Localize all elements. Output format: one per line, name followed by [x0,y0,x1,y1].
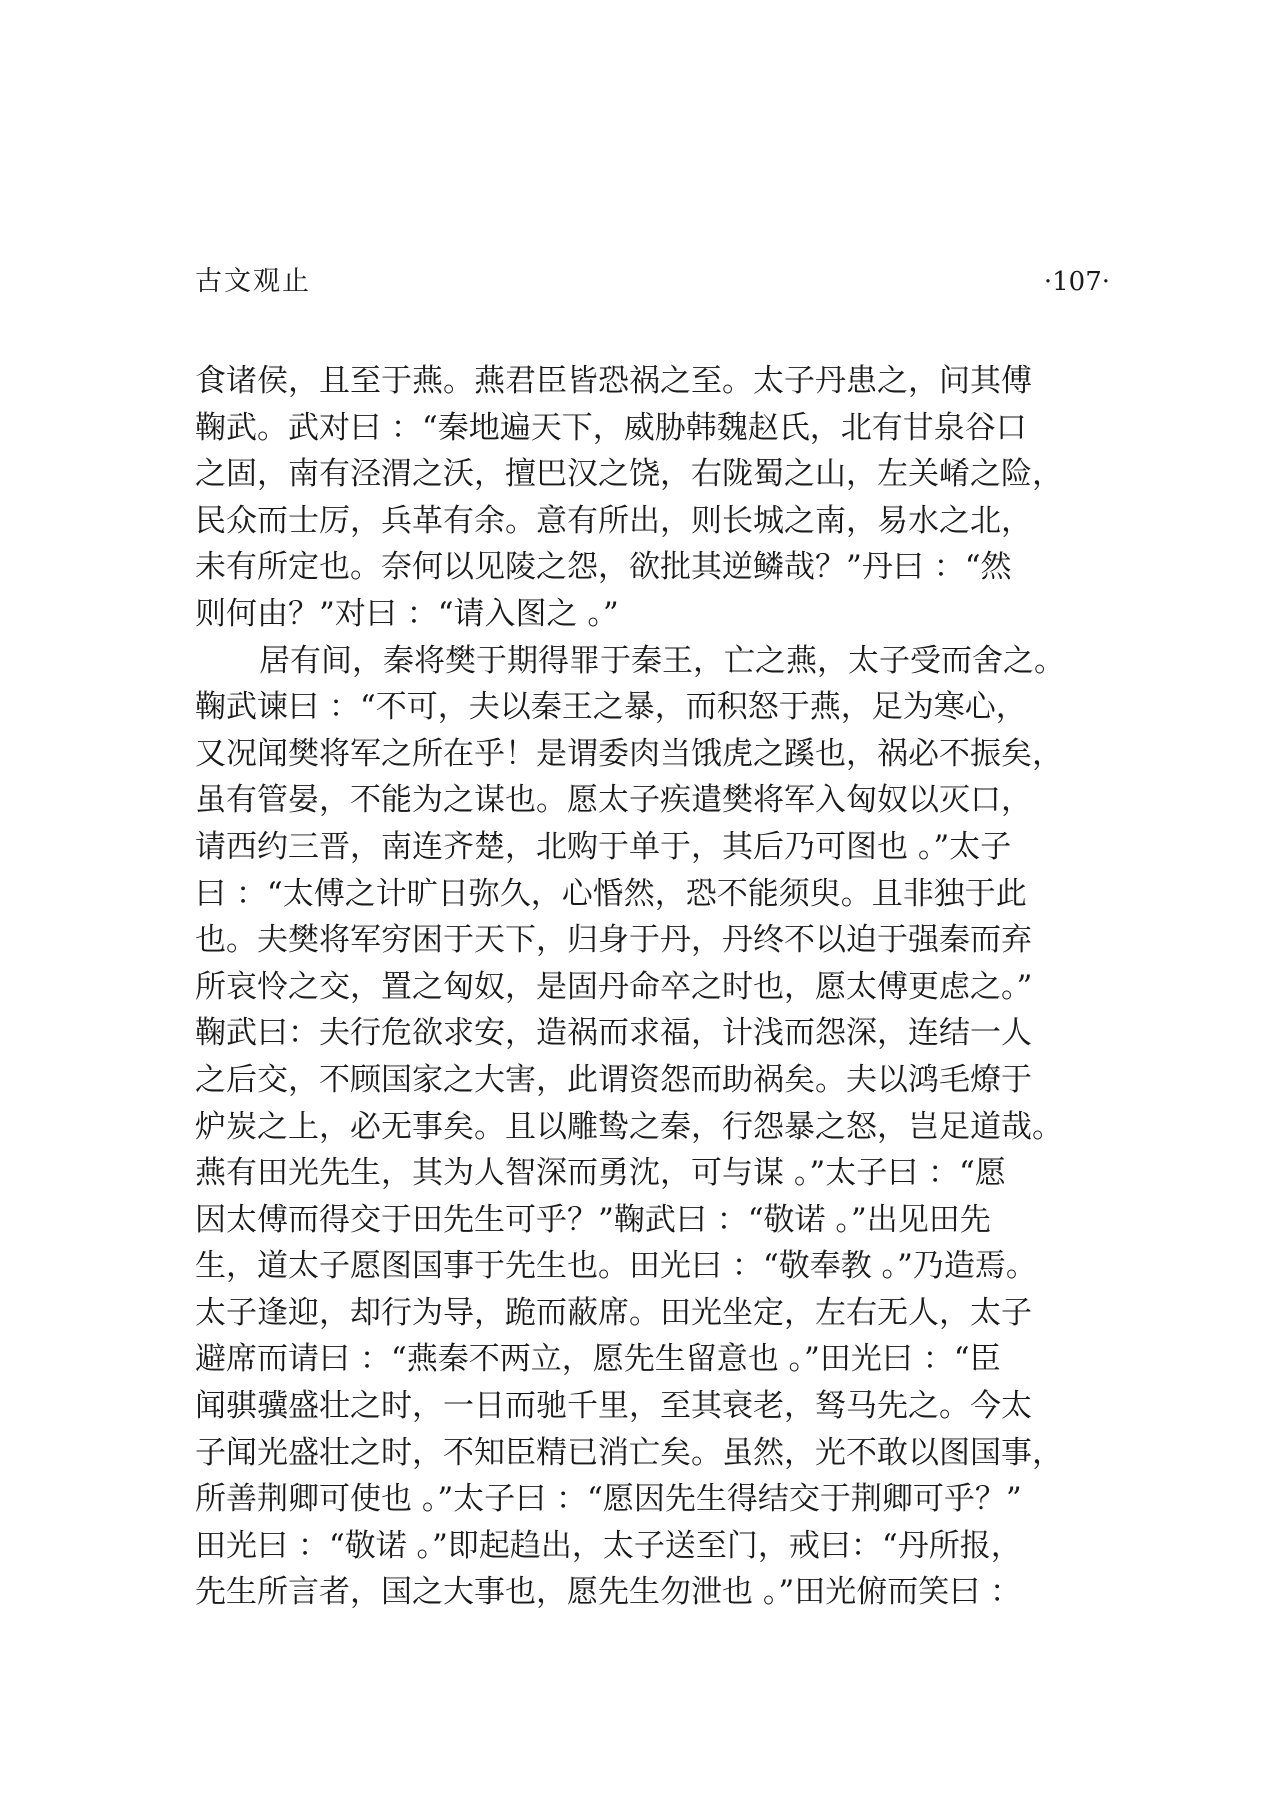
text-line: 鞠武曰：夫行危欲求安，造祸而求福，计浅而怨深，连结一人 [195,1015,1032,1052]
text-line: 鞠武。武对曰 ：“秦地遍天下，威胁韩魏赵氏，北有甘泉谷口 [195,409,1027,446]
text-line: 鞠武谏曰 ：“不可，夫以秦王之暴，而积怒于燕，足为寒心， [195,689,1027,726]
body-text [195,358,1110,1616]
text-line: 请西约三晋，南连齐楚，北购于单于，其后乃可图也 。”太子 [195,828,1012,865]
page-number: ·107· [1043,267,1110,297]
text-line: 未有所定也。奈何以见陵之怨，欲批其逆鳞哉？”丹曰 ：“然 [195,549,1012,586]
text-line: 之固，南有泾渭之沃，擅巴汉之饶，右陇蜀之山，左关崤之险， [195,456,1063,493]
text-line: 先生所言者，国之大事也，愿先生勿泄也 。”田光俯而笑曰 ： [195,1574,1022,1611]
text-line: 闻骐骥盛壮之时，一日而驰千里，至其衰老，驽马先之。今太 [195,1388,1032,1425]
text-line: 也。夫樊将军穷困于天下，归身于丹，丹终不以迫于强秦而弃 [195,922,1032,959]
running-title: 古文观止 [195,266,311,297]
text-line: 生，道太子愿图国事于先生也。田光曰 ：“敬奉教 。”乃造焉。 [195,1248,1037,1285]
text-line: 所哀怜之交，置之匈奴，是固丹命卒之时也，愿太傅更虑之。” [195,968,1033,1005]
text-line: 曰 ：“太傅之计旷日弥久，心惛然，恐不能须臾。且非独于此 [195,875,1027,912]
text-line: 田光曰 ：“敬诺 。”即起趋出，太子送至门，戒曰：“丹所报， [195,1527,1022,1564]
text-line: 又况闻樊将军之所在乎！是谓委肉当饿虎之蹊也，祸必不振矣， [195,735,1063,772]
text-line: 炉炭之上，必无事矣。且以雕鸷之秦，行怨暴之怒，岂足道哉。 [195,1108,1063,1145]
page-header [195,262,1110,302]
text-line: 所善荆卿可使也 。”太子曰 ：“愿因先生得结交于荆卿可乎？” [195,1481,1022,1518]
text-line: 避席而请曰 ：“燕秦不两立，愿先生留意也 。”田光曰 ：“臣 [195,1341,1001,1378]
text-line: 之后交，不顾国家之大害，此谓资怨而助祸矣。夫以鸿毛燎于 [195,1061,1032,1098]
text-line: 燕有田光先生，其为人智深而勇沈，可与谋 。”太子曰 ：“愿 [195,1155,1006,1192]
text-line: 虽有管晏，不能为之谋也。愿太子疾遣樊将军入匈奴以灭口， [195,782,1032,819]
paragraph-start-line: 居有间，秦将樊于期得罪于秦王，亡之燕，太子受而舍之。 [259,642,1065,679]
text-line: 子闻光盛壮之时，不知臣精已消亡矣。虽然，光不敢以图国事， [195,1434,1063,1471]
text-line: 食诸侯，且至于燕。燕君臣皆恐祸之至。太子丹患之，问其傅 [195,363,1032,399]
text-line: 则何由？”对曰 ：“请入图之 。” [195,595,619,632]
text-line: 太子逢迎，却行为导，跪而蔽席。田光坐定，左右无人，太子 [195,1294,1032,1331]
text-line: 因太傅而得交于田先生可乎？”鞠武曰 ：“敬诺 。”出见田先 [195,1201,991,1238]
text-line: 民众而士厉，兵革有余。意有所出，则长城之南，易水之北， [195,502,1032,539]
